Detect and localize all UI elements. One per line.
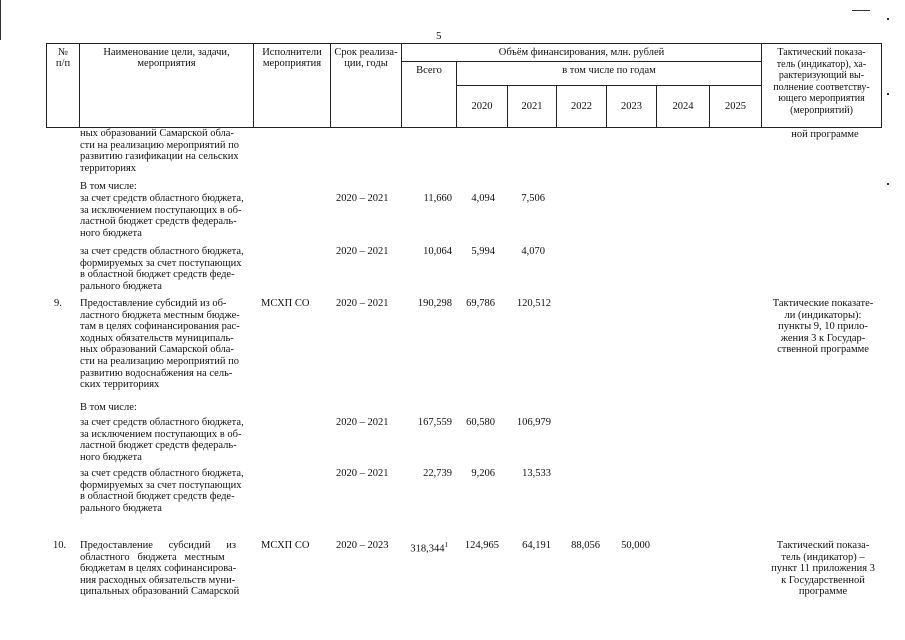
row-name: ных образований Самарской обла- сти на реализацию мероприятий по развитию газификации на сельских территориях	[80, 128, 240, 174]
page-number: 5	[436, 30, 442, 42]
header-year-2023: 2023	[606, 85, 657, 128]
row-name: Предоставление субсидий из об- ластного бюджета местным бюдже- там в целях софинансирования рас- ходных обязательств муниципаль- ных образований Самарской обла- сти на реализацию мероприятий по развитию водоснабжения на сель- ских территориях	[80, 298, 240, 391]
header-funding: Объём финансирования, млн. рублей	[401, 43, 762, 62]
row-term: 2020 – 2021	[336, 417, 389, 428]
row-name: за счет средств областного бюджета, за исключением поступающих в об- ластной бюджет средств федераль- ного бюджета	[80, 417, 244, 463]
header-year-2025: 2025	[709, 85, 762, 128]
header-name: Наименование цели, задачи, мероприятия	[79, 43, 254, 128]
scan-corner-mark	[852, 10, 870, 11]
row-name: В том числе:	[80, 181, 137, 192]
row-2021: 64,191	[522, 540, 551, 551]
header-executors: Исполнители мероприятия	[253, 43, 331, 128]
row-executor: МСХП СО	[261, 540, 310, 551]
header-total: Всего	[401, 61, 457, 128]
row-total: 11,660	[423, 193, 452, 204]
row-2021: 106,979	[516, 417, 551, 428]
row-2022: 88,056	[571, 540, 600, 551]
scan-dot	[887, 183, 889, 185]
row-total: 10,064	[423, 246, 452, 257]
row-total: 190,298	[417, 298, 452, 309]
row-indicator: Тактические показате- ли (индикаторы): пункты 9, 10 прило- жения 3 к Государ- ственной программе	[772, 298, 874, 356]
scan-dot	[887, 93, 889, 95]
row-num: 9.	[54, 298, 62, 309]
scan-edge-mark	[0, 0, 1, 40]
row-name: за счет средств областного бюджета, формируемых за счет поступающих в областной бюджет средств феде- рального бюджета	[80, 468, 244, 514]
row-2020: 4,094	[471, 193, 495, 204]
row-total	[396, 540, 448, 555]
row-term: 2020 – 2021	[336, 193, 389, 204]
row-name: за счет средств областного бюджета, за исключением поступающих в об- ластной бюджет средств федераль- ного бюджета	[80, 193, 244, 239]
row-name: В том числе:	[80, 402, 137, 413]
row-2020: 124,965	[464, 540, 499, 551]
header-by-years: в том числе по годам	[456, 61, 762, 86]
row-indicator: ной программе	[791, 129, 859, 140]
row-2023: 50,000	[621, 540, 650, 551]
row-2020: 5,994	[471, 246, 495, 257]
row-total: 22,739	[423, 468, 452, 479]
table-header	[46, 43, 882, 128]
header-num: № п/п	[46, 43, 80, 128]
row-term: 2020 – 2021	[336, 246, 389, 257]
row-num: 10.	[53, 540, 67, 551]
row-2021: 7,506	[521, 193, 545, 204]
header-year-2022: 2022	[556, 85, 607, 128]
row-name: за счет средств областного бюджета, формируемых за счет поступающих в областной бюджет средств феде- рального бюджета	[80, 246, 244, 292]
row-executor: МСХП СО	[261, 298, 310, 309]
row-indicator: Тактический показа- тель (индикатор) – пункт 11 приложения 3 к Государственной программе	[771, 540, 875, 598]
header-indicator: Тактический показа- тель (индикатор), ха- рактеризующий вы- полнение соответству- ющего мероприятия (мероприятий)	[761, 43, 882, 128]
row-2020: 60,580	[466, 417, 495, 428]
row-term: 2020 – 2021	[336, 298, 389, 309]
row-name: Предоставление субсидий из областного бюджета местным бюджетам в целях софинансирова- ния расходных обязательств муни- ципальных образований Самарской	[80, 540, 240, 598]
row-2020: 9,206	[471, 468, 495, 479]
row-term: 2020 – 2021	[336, 468, 389, 479]
row-2021: 120,512	[516, 298, 551, 309]
header-year-2024: 2024	[656, 85, 710, 128]
row-2021: 13,533	[522, 468, 551, 479]
total-value: 318,344	[410, 543, 445, 555]
footnote-mark: 1	[444, 541, 448, 549]
header-year-2020: 2020	[456, 85, 508, 128]
row-2020: 69,786	[466, 298, 495, 309]
header-term: Срок реализа- ции, годы	[330, 43, 402, 128]
row-2021: 4,070	[521, 246, 545, 257]
scan-dot	[887, 18, 889, 20]
row-total: 167,559	[417, 417, 452, 428]
header-year-2021: 2021	[507, 85, 557, 128]
row-term: 2020 – 2023	[336, 540, 389, 551]
